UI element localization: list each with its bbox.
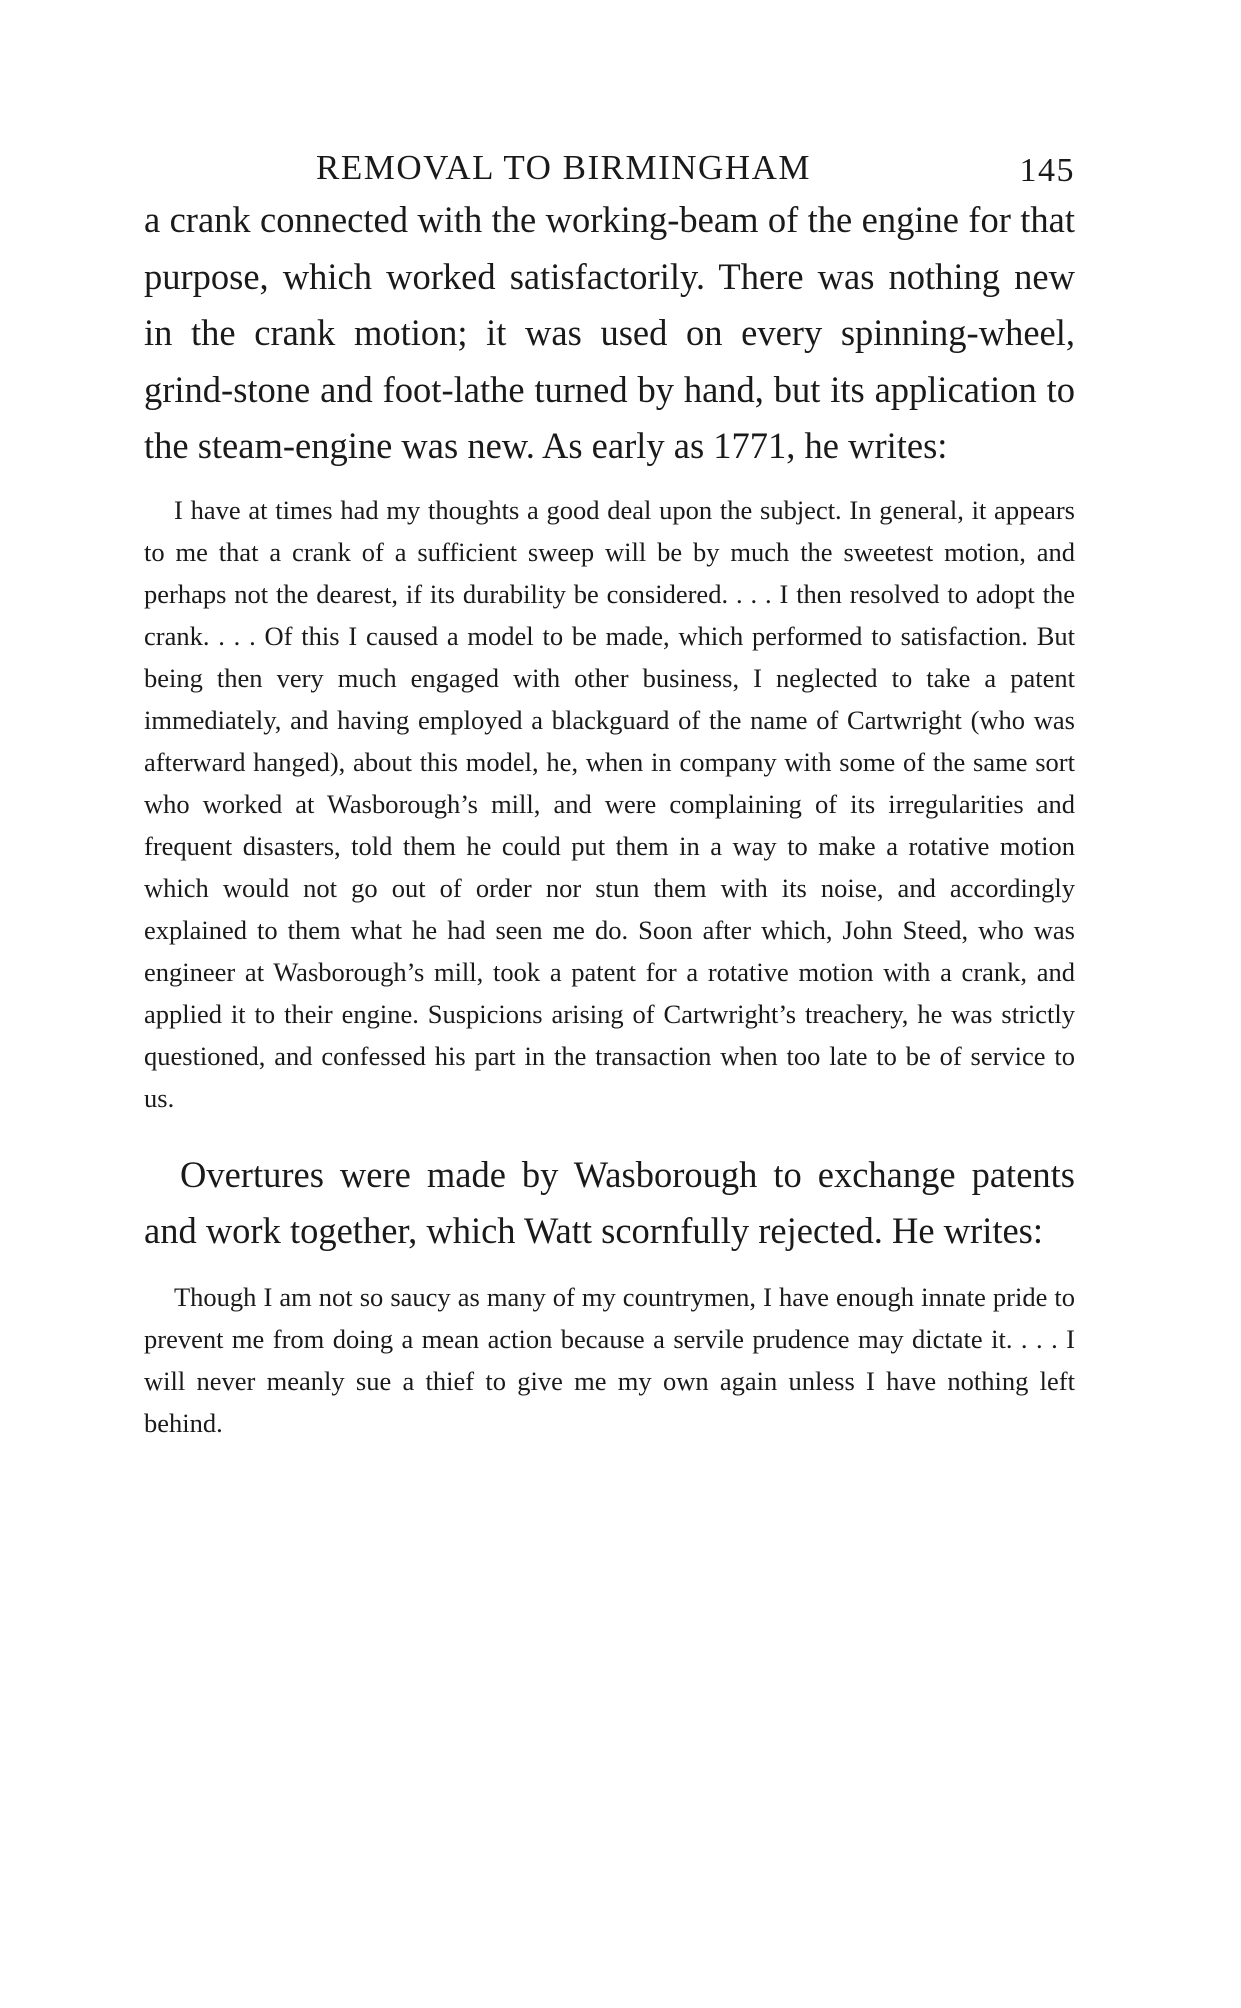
book-page [144, 140, 1075, 1444]
body-paragraph-2 [144, 1147, 1075, 1260]
block-quote-2 [144, 1276, 1075, 1444]
running-title: REMOVAL TO BIRMINGHAM [316, 148, 811, 187]
body-paragraph-2-text: Overtures were made by Wasborough to exchange patents and work together, which Watt scornfully rejected. He writes: [144, 1153, 1075, 1251]
body-paragraph-1: a crank connected with the working-beam of the engine for that purpose, which worked satisfactorily. There was nothing new in the crank motion; it was used on every spinning-wheel, grind-stone and foot-lathe turned by hand, but its application to the steam-engine was new. As early as 1771, he writes: [144, 199, 1075, 466]
block-quote-1 [144, 489, 1075, 1119]
running-header [144, 140, 1075, 192]
block-quote-2-text: Though I am not so saucy as many of my countrymen, I have enough innate pride to prevent me from doing a mean action because a servile prudence may dictate it. . . . I will never meanly sue a thief to give me my own again unless I have nothing left behind. [144, 1281, 1075, 1438]
block-quote-1-text: I have at times had my thoughts a good deal upon the subject. In general, it appears to me that a crank of a sufficient sweep will be by much the sweetest motion, and perhaps not the dearest, if its durability be considered. . . . I then resolved to adopt the crank. . . . Of this I caused a model to be made, which performed to satisfaction. But being then very much engaged with other business, I neglected to take a patent immediately, and having employed a blackguard of the name of Cartwright (who was afterward hanged), about this model, he, when in company with some of the same sort who worked at Wasborough’s mill, and were complaining of its irregularities and frequent disasters, told them he could put them in a way to make a rotative motion which would not go out of order nor stun them with its noise, and accordingly explained to them what he had seen me do. Soon after which, John Steed, who was engineer at Wasborough’s mill, took a patent for a rotative motion with a crank, and applied it to their engine. Suspicions arising of Cartwright’s treachery, he was strictly questioned, and confessed his part in the transaction when too late to be of service to us. [144, 494, 1075, 1113]
page-number: 145 [1019, 152, 1075, 189]
